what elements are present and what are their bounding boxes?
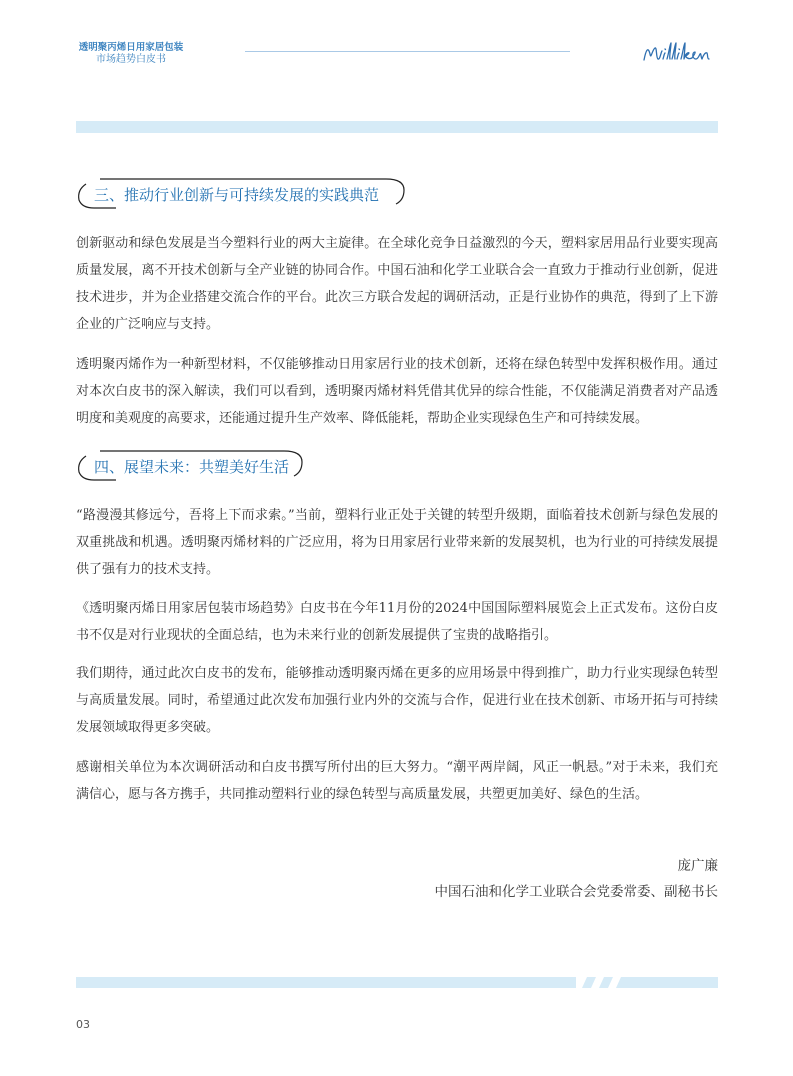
section-heading-4-text: 四、展望未来：共塑美好生活 xyxy=(94,458,290,476)
header-title-line2: 市场趋势白皮书 xyxy=(96,54,166,65)
header-divider xyxy=(245,51,570,52)
paragraph-3: “路漫漫其修远兮，吾将上下而求索。”当前，塑料行业正处于关键的转型升级期，面临着技术创新与绿色发展的双重挑战和机遇。透明聚丙烯材料的广泛应用，将为日用家居行业带来新的发展契机，也为行业的可持续发展提供了强有力的技术支持。 xyxy=(76,508,718,577)
signature-title: 中国石油和化学工业联合会党委常委、副秘书长 xyxy=(434,884,718,900)
paragraph-2: 透明聚丙烯作为一种新型材料，不仅能够推动日用家居行业的技术创新，还将在绿色转型中发挥积极作用。通过对本次白皮书的深入解读，我们可以看到，透明聚丙烯材料凭借其优异的综合性能，不仅能满足消费者对产品透明度和美观度的高要求，还能通过提升生产效率、降低能耗，帮助企业实现绿色生产和可持续发展。 xyxy=(76,357,718,426)
paragraph-5: 我们期待，通过此次白皮书的发布，能够推动透明聚丙烯在更多的应用场景中得到推广，助力行业实现绿色转型与高质量发展。同时，希望通过此次发布加强行业内外的交流与合作，促进行业在技术创新、市场开拓与可持续发展领域取得更多突破。 xyxy=(76,666,718,735)
section-heading-3 xyxy=(76,178,406,212)
bottom-decorative-band xyxy=(76,973,718,984)
header-title xyxy=(76,42,186,66)
top-decorative-band xyxy=(76,121,718,133)
section-heading-4 xyxy=(76,450,304,484)
page-number: 03 xyxy=(76,1018,90,1031)
brand-logo xyxy=(640,38,720,68)
milliken-logo-icon xyxy=(640,38,720,68)
paragraph-4: 《透明聚丙烯日用家居包装市场趋势》白皮书在今年11月份的2024中国国际塑料展览会上正式发布。这份白皮书不仅是对行业现状的全面总结，也为未来行业的创新发展提供了宝贵的战略指引。 xyxy=(76,601,718,643)
bottom-band-stripes-icon xyxy=(76,977,718,988)
paragraph-1: 创新驱动和绿色发展是当今塑料行业的两大主旋律。在全球化竞争日益激烈的今天，塑料家居用品行业要实现高质量发展，离不开技术创新与全产业链的协同合作。中国石油和化学工业联合会一直致力于推动行业创新，促进技术进步，并为企业搭建交流合作的平台。此次三方联合发起的调研活动，正是行业协作的典范，得到了上下游企业的广泛响应与支持。 xyxy=(76,236,718,332)
signature-name: 庞广廉 xyxy=(677,858,718,874)
paragraph-6: 感谢相关单位为本次调研活动和白皮书撰写所付出的巨大努力。“潮平两岸阔，风正一帆悬。”对于未来，我们充满信心，愿与各方携手，共同推动塑料行业的绿色转型与高质量发展，共塑更加美好、绿色的生活。 xyxy=(76,760,718,802)
section-heading-3-text: 三、推动行业创新与可持续发展的实践典范 xyxy=(94,186,380,204)
header-title-line1: 透明聚丙烯日用家居包装 xyxy=(78,42,184,53)
